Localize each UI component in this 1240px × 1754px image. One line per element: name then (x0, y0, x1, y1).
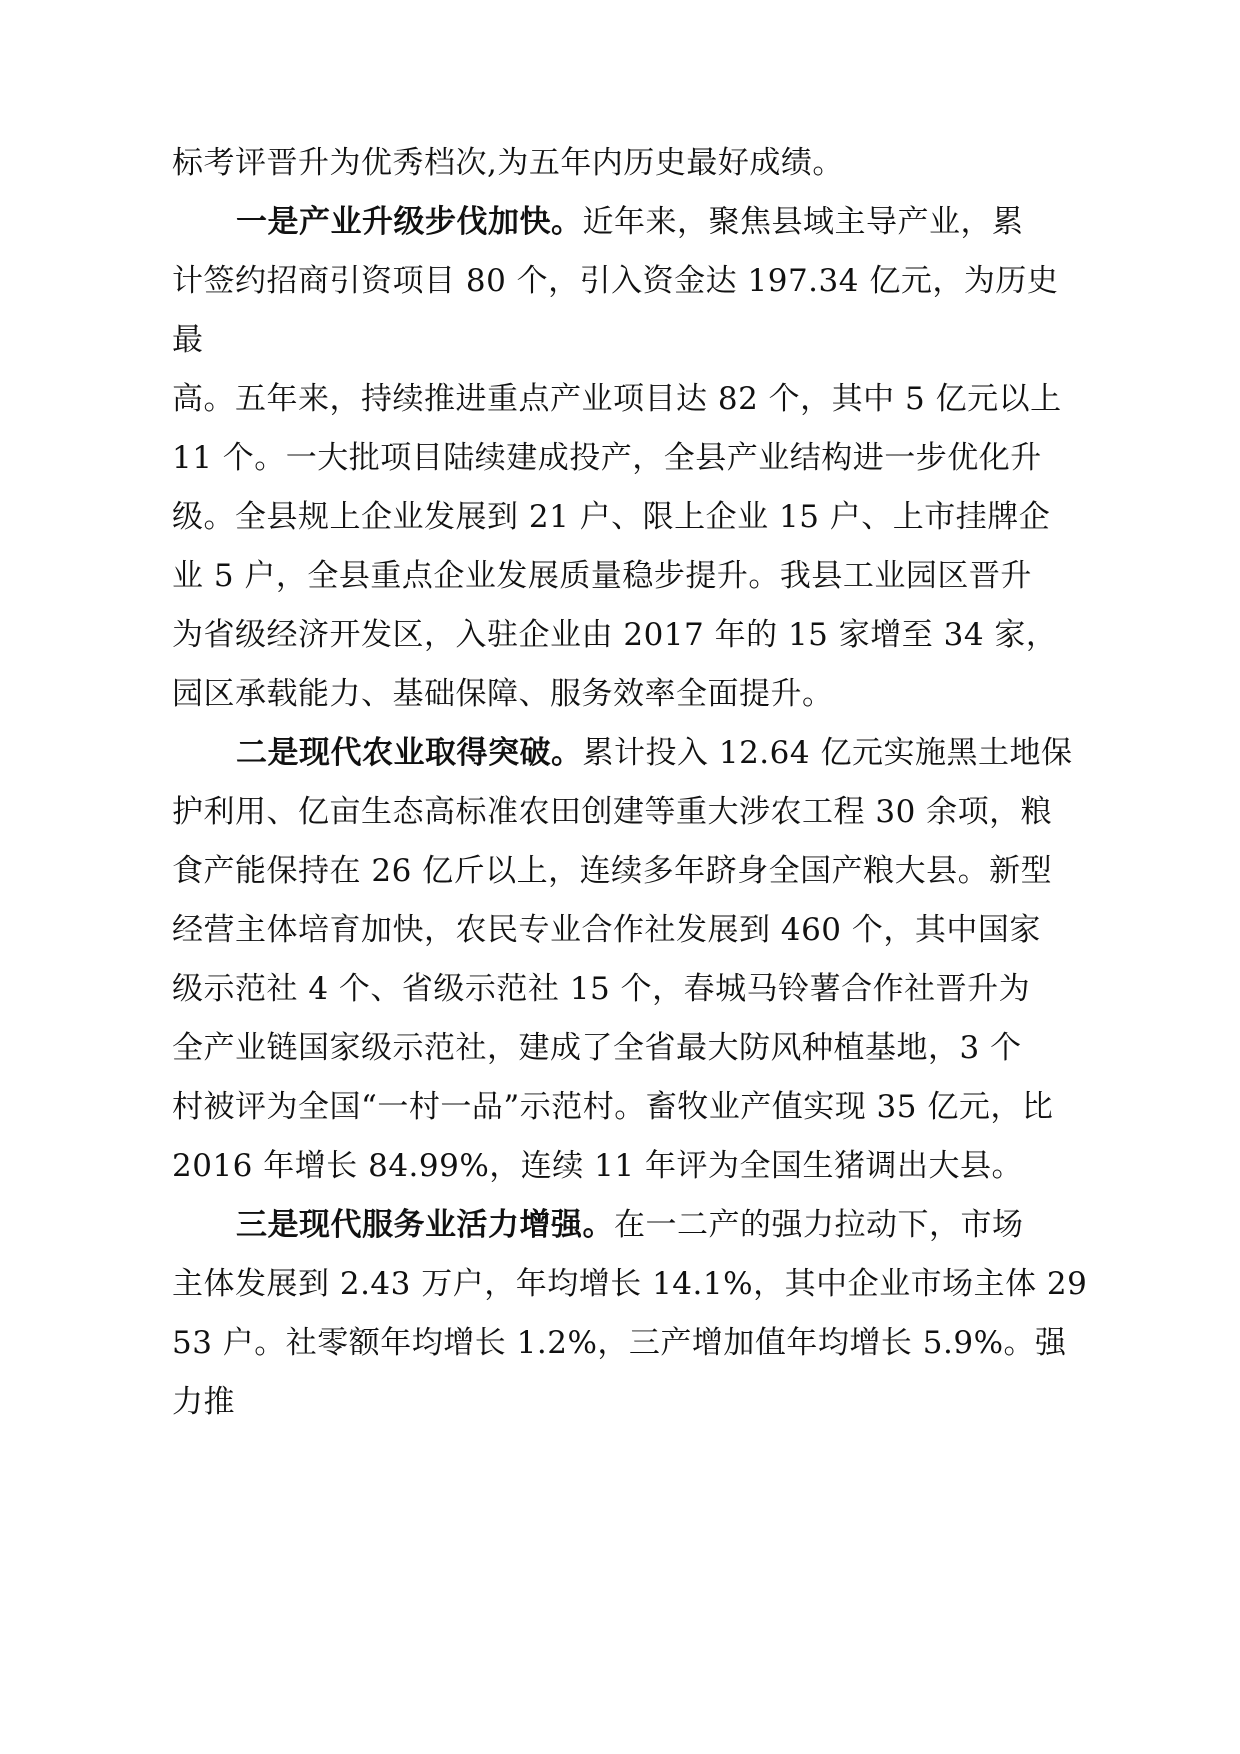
text-span: 累计投入 12.64 亿元实施黑土地保 (582, 735, 1073, 771)
paragraph-first-line (236, 202, 1156, 242)
text-line: 主体发展到 2.43 万户，年均增长 14.1%，其中企业市场主体 29 (172, 1266, 1088, 1302)
text-line: 2016 年增长 84.99%，连续 11 年评为全国生猪调出大县。 (172, 1148, 1023, 1184)
paragraph-lead-heading: 一是产业升级步伐加快。 (236, 204, 583, 240)
text-line: 高。五年来，持续推进重点产业项目达 82 个，其中 5 亿元以上 (172, 381, 1062, 417)
text-span: 在一二产的强力拉动下，市场 (614, 1207, 1024, 1243)
paragraph-lead-heading: 三是现代服务业活力增强。 (236, 1207, 614, 1243)
paragraph-first-line (236, 1205, 1156, 1245)
text-span: 近年来，聚焦县域主导产业，累 (582, 204, 1024, 240)
text-line: 力推 (172, 1384, 235, 1420)
text-line: 标考评晋升为优秀档次,为五年内历史最好成绩。 (172, 145, 844, 181)
paragraph-lead-heading: 二是现代农业取得突破。 (236, 735, 583, 771)
text-line: 经营主体培育加快，农民专业合作社发展到 460 个，其中国家 (172, 912, 1041, 948)
text-line: 53 户。社零额年均增长 1.2%，三产增加值年均增长 5.9%。强 (172, 1325, 1067, 1361)
text-line: 级示范社 4 个、省级示范社 15 个，春城马铃薯合作社晋升为 (172, 971, 1031, 1007)
text-line: 业 5 户，全县重点企业发展质量稳步提升。我县工业园区晋升 (172, 558, 1032, 594)
text-line: 园区承载能力、基础保障、服务效率全面提升。 (172, 676, 834, 712)
text-line: 计签约招商引资项目 80 个，引入资金达 197.34 亿元，为历史 (172, 263, 1059, 299)
text-line: 食产能保持在 26 亿斤以上，连续多年跻身全国产粮大县。新型 (172, 853, 1053, 889)
text-line: 护利用、亿亩生态高标准农田创建等重大涉农工程 30 余项，粮 (172, 794, 1053, 830)
text-line: 村被评为全国“一村一品”示范村。畜牧业产值实现 35 亿元，比 (172, 1089, 1054, 1125)
text-line: 为省级经济开发区，入驻企业由 2017 年的 15 家增至 34 家， (172, 617, 1058, 653)
text-line: 全产业链国家级示范社，建成了全省最大防风种植基地，3 个 (172, 1030, 1022, 1066)
text-line: 最 (172, 322, 204, 358)
text-line: 11 个。一大批项目陆续建成投产，全县产业结构进一步优化升 (172, 440, 1042, 476)
paragraph-first-line (236, 733, 1156, 773)
text-line: 级。全县规上企业发展到 21 户、限上企业 15 户、上市挂牌企 (172, 499, 1051, 535)
